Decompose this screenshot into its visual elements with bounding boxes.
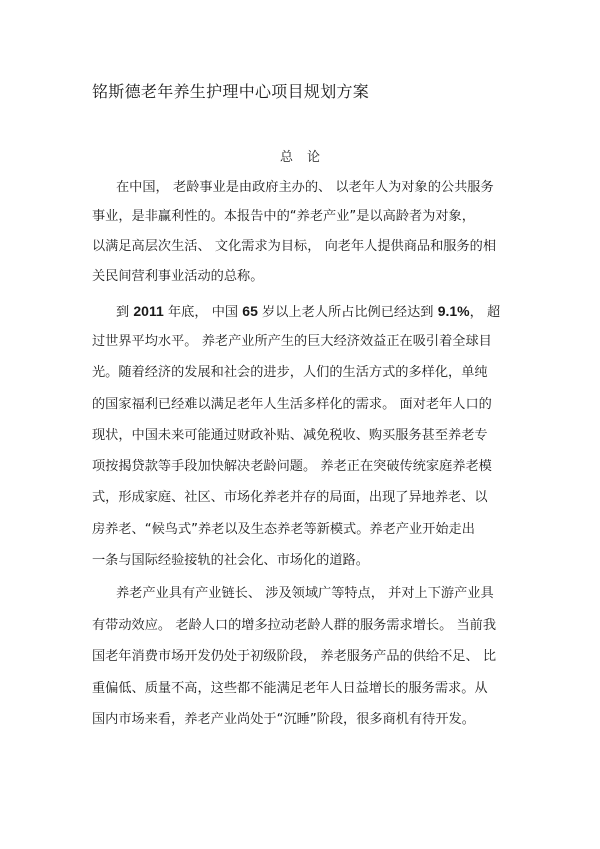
- age-value: 65: [242, 303, 258, 319]
- paragraph-line: 过世界平均水平。 养老产业所产生的巨大经济效益正在吸引着全球目: [92, 334, 492, 349]
- paragraph-line: 国老年消费市场开发仍处于初级阶段， 养老服务产品的供给不足、 比: [92, 649, 497, 664]
- paragraph-line: 在中国， 老龄事业是由政府主办的、 以老年人为对象的公共服务: [116, 180, 494, 195]
- paragraph-line: 房养老、“候鸟式”养老以及生态养老等新模式。养老产业开始走出: [92, 522, 475, 537]
- paragraph-line: 项按揭贷款等手段加快解决老龄问题。 养老正在突破传统家庭养老模: [92, 459, 492, 474]
- paragraph-line: 以满足高层次生活、 文化需求为目标， 向老年人提供商品和服务的相: [92, 239, 497, 254]
- paragraph-line: 关民间营利事业活动的总称。: [92, 269, 264, 284]
- paragraph-line: 养老产业具有产业链长、 涉及领域广等特点， 并对上下游产业具: [116, 586, 494, 601]
- text-run: 年底， 中国: [163, 305, 243, 320]
- paragraph-line: 的国家福利已经难以满足老年人生活多样化的需求。 面对老年人口的: [92, 397, 492, 412]
- year-value: 2011: [133, 303, 164, 319]
- document-title: 铭斯德老年养生护理中心项目规划方案: [92, 82, 370, 101]
- text-run: 岁以上老人所占比例已经达到: [257, 305, 438, 320]
- percent-value: 9.1%: [437, 303, 470, 319]
- paragraph-line: 国内市场来看，养老产业尚处于“沉睡”阶段，很多商机有待开发。: [92, 712, 475, 727]
- paragraph-line: 现状，中国未来可能通过财政补贴、减免税收、购买服务甚至养老专: [92, 428, 488, 443]
- paragraph-line: 重偏低、质量不高，这些都不能满足老年人日益增长的服务需求。从: [92, 681, 488, 696]
- paragraph-line: 有带动效应。 老龄人口的增多拉动老龄人群的服务需求增长。 当前我: [92, 618, 497, 633]
- text-run: 到: [116, 305, 134, 320]
- paragraph-line: 光。随着经济的发展和社会的进步，人们的生活方式的多样化，单纯: [92, 365, 488, 380]
- section-heading: [0, 146, 600, 165]
- paragraph-first-line: [116, 303, 500, 321]
- paragraph-line: 一条与国际经验接轨的社会化、市场化的道路。: [92, 553, 369, 568]
- paragraph-line: 事业，是非赢利性的。本报告中的“养老产业”是以高龄者为对象，: [92, 209, 475, 224]
- section-heading-text: 总论: [279, 150, 334, 165]
- paragraph-line: 式，形成家庭、社区、市场化养老并存的局面，出现了异地养老、以: [92, 490, 488, 505]
- text-run: ， 超: [469, 305, 501, 320]
